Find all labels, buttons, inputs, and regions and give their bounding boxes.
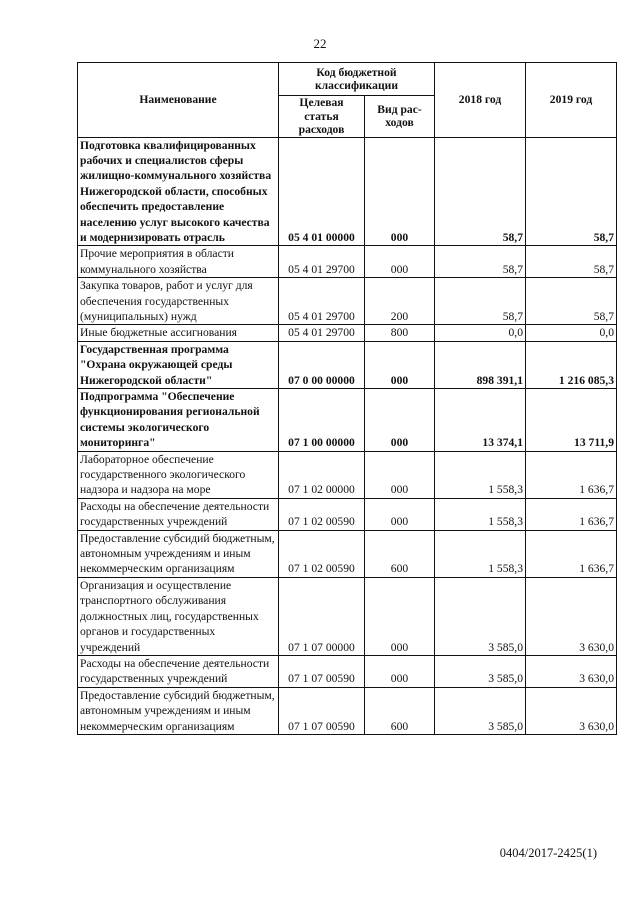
header-name: Наименование — [78, 63, 279, 138]
row-value-2019: 13 711,9 — [526, 389, 617, 452]
row-value-2018: 58,7 — [435, 278, 526, 325]
budget-table — [77, 62, 617, 735]
header-target-article: Целевая статья расходов — [279, 96, 365, 138]
row-name: Подготовка квалифицированных рабочих и специалистов сферы жилищно-коммунального хозяйства Нижегородской области, способных обеспечить предоставление населению услуг высокого качества и модернизировать отрасль — [78, 137, 279, 246]
row-name: Лабораторное обеспечение государственного экологического надзора и надзора на море — [78, 451, 279, 498]
header-code-group: Код бюджетной классификации — [279, 63, 435, 96]
table-row — [78, 389, 617, 452]
table-row — [78, 687, 617, 734]
row-value-2018: 3 585,0 — [435, 687, 526, 734]
row-target-article: 07 1 07 00590 — [279, 655, 365, 687]
row-target-article: 07 0 00 00000 — [279, 341, 365, 388]
row-name: Подпрограмма "Обеспечение функционирования региональной системы экологического мониторинга" — [78, 389, 279, 452]
row-target-article: 07 1 02 00590 — [279, 530, 365, 577]
row-value-2019: 1 636,7 — [526, 530, 617, 577]
table-row — [78, 137, 617, 246]
page-number: 22 — [313, 36, 327, 51]
row-expense-kind: 000 — [365, 498, 435, 530]
row-target-article: 07 1 07 00000 — [279, 577, 365, 655]
row-name: Расходы на обеспечение деятельности государственных учреждений — [78, 655, 279, 687]
table-row — [78, 655, 617, 687]
row-value-2018: 898 391,1 — [435, 341, 526, 388]
row-value-2018: 58,7 — [435, 137, 526, 246]
row-target-article: 07 1 07 00590 — [279, 687, 365, 734]
row-value-2019: 58,7 — [526, 137, 617, 246]
row-value-2019: 1 216 085,3 — [526, 341, 617, 388]
row-name: Прочие мероприятия в области коммунального хозяйства — [78, 246, 279, 278]
table-row — [78, 341, 617, 388]
table-body — [78, 137, 617, 734]
row-expense-kind: 000 — [365, 137, 435, 246]
row-target-article: 05 4 01 00000 — [279, 137, 365, 246]
row-target-article: 05 4 01 29700 — [279, 278, 365, 325]
header-year-2018: 2018 год — [435, 63, 526, 138]
row-target-article: 07 1 02 00000 — [279, 451, 365, 498]
row-name: Предоставление субсидий бюджетным, автономным учреждениям и иным некоммерческим организациям — [78, 687, 279, 734]
row-value-2019: 58,7 — [526, 246, 617, 278]
table-row — [78, 577, 617, 655]
row-value-2018: 13 374,1 — [435, 389, 526, 452]
row-target-article: 05 4 01 29700 — [279, 246, 365, 278]
row-expense-kind: 000 — [365, 246, 435, 278]
row-expense-kind: 600 — [365, 530, 435, 577]
header-year-2019: 2019 год — [526, 63, 617, 138]
row-expense-kind: 000 — [365, 451, 435, 498]
row-name: Предоставление субсидий бюджетным, автономным учреждениям и иным некоммерческим организациям — [78, 530, 279, 577]
row-name: Иные бюджетные ассигнования — [78, 325, 279, 341]
row-value-2019: 3 630,0 — [526, 577, 617, 655]
table-row — [78, 498, 617, 530]
table-row — [78, 246, 617, 278]
row-value-2018: 58,7 — [435, 246, 526, 278]
row-expense-kind: 800 — [365, 325, 435, 341]
row-value-2018: 3 585,0 — [435, 577, 526, 655]
row-name: Государственная программа "Охрана окружающей среды Нижегородской области" — [78, 341, 279, 388]
row-value-2018: 3 585,0 — [435, 655, 526, 687]
document-code: 0404/2017-2425(1) — [499, 846, 597, 860]
row-target-article: 05 4 01 29700 — [279, 325, 365, 341]
row-name: Расходы на обеспечение деятельности государственных учреждений — [78, 498, 279, 530]
table-row — [78, 451, 617, 498]
table-row — [78, 530, 617, 577]
row-value-2019: 0,0 — [526, 325, 617, 341]
row-value-2019: 1 636,7 — [526, 498, 617, 530]
row-value-2018: 1 558,3 — [435, 498, 526, 530]
row-target-article: 07 1 00 00000 — [279, 389, 365, 452]
row-expense-kind: 000 — [365, 341, 435, 388]
table-row — [78, 278, 617, 325]
row-value-2018: 1 558,3 — [435, 530, 526, 577]
header-kind: Вид рас-ходов — [365, 96, 435, 138]
row-value-2019: 3 630,0 — [526, 687, 617, 734]
row-value-2019: 3 630,0 — [526, 655, 617, 687]
row-value-2019: 58,7 — [526, 278, 617, 325]
row-expense-kind: 200 — [365, 278, 435, 325]
row-expense-kind: 600 — [365, 687, 435, 734]
row-expense-kind: 000 — [365, 655, 435, 687]
row-name: Закупка товаров, работ и услуг для обеспечения государственных (муниципальных) нужд — [78, 278, 279, 325]
row-name: Организация и осуществление транспортного обслуживания должностных лиц, государственных органов и государственных учреждений — [78, 577, 279, 655]
row-value-2019: 1 636,7 — [526, 451, 617, 498]
row-value-2018: 1 558,3 — [435, 451, 526, 498]
row-value-2018: 0,0 — [435, 325, 526, 341]
row-expense-kind: 000 — [365, 577, 435, 655]
row-expense-kind: 000 — [365, 389, 435, 452]
row-target-article: 07 1 02 00590 — [279, 498, 365, 530]
table-row — [78, 325, 617, 341]
